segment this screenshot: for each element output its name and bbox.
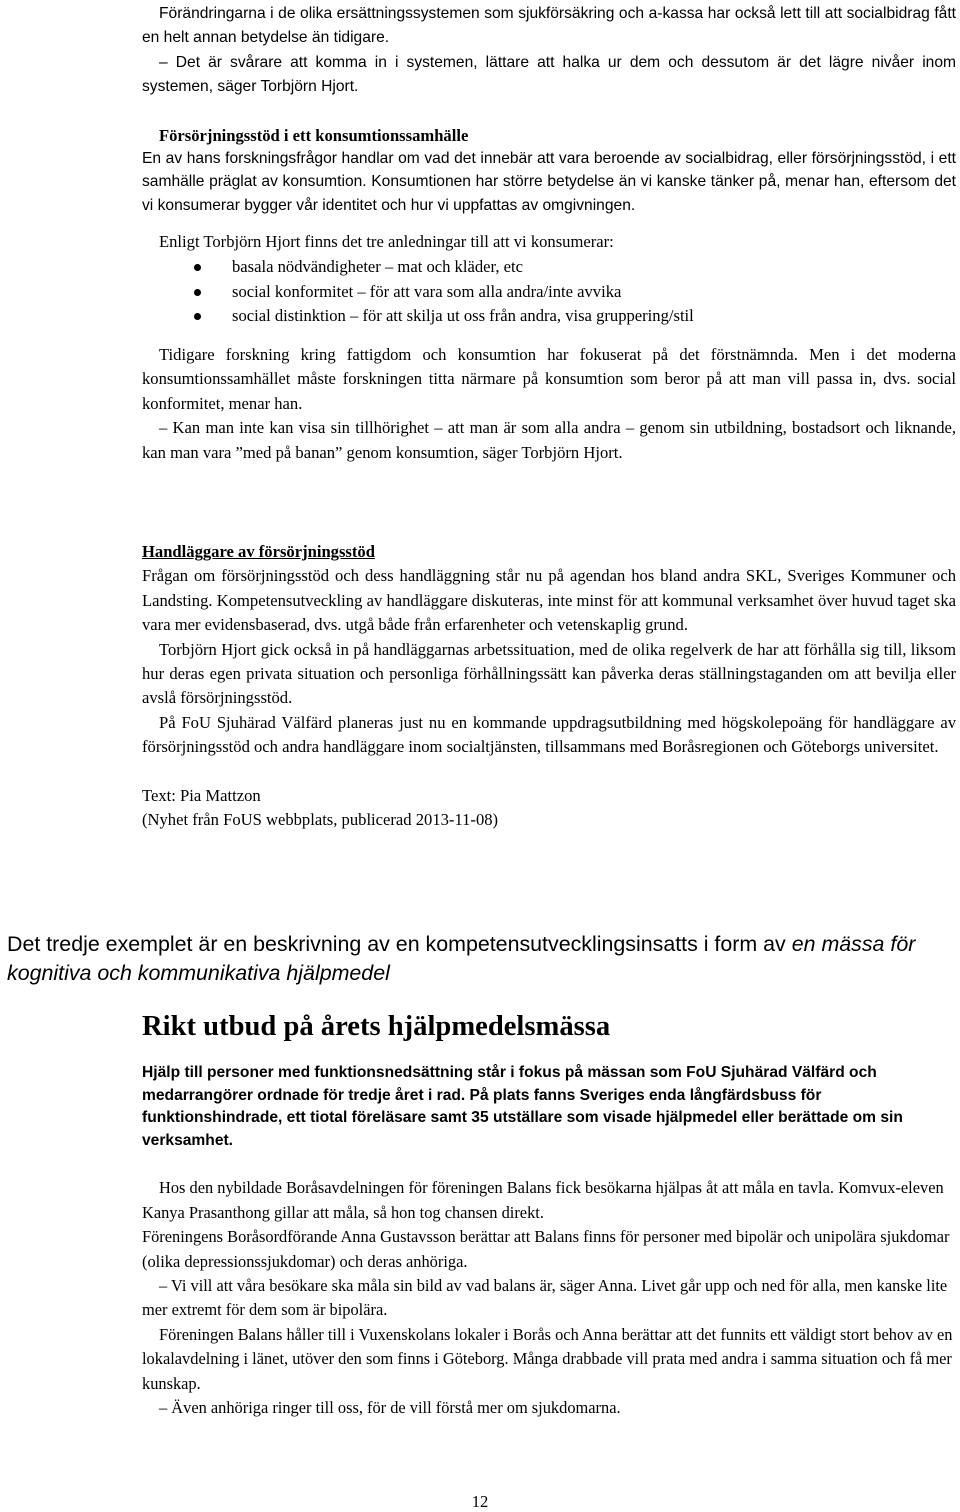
article <box>142 1010 956 1420</box>
paragraph: Torbjörn Hjort gick också in på handläggarnas arbetssituation, med de olika regelverk de har att förhålla sig till, liksom hur deras egen privata situation och personliga förhållningssätt kan påverka deras ställningstaganden om att bevilja eller avslå försörjningsstöd. <box>142 639 956 708</box>
paragraph: Föreningen Balans håller till i Vuxenskolans lokaler i Borås och Anna berättar att det funnits ett väldigt stort behov av en lokalavdelning i länet, utöver den som finns i Göteborg. Många drabbade vill prata med andra i samma situation och få mer kunskap. <box>142 1324 953 1393</box>
list-item: social distinktion – för att skilja ut oss från andra, visa gruppering/stil <box>142 304 956 329</box>
article-lead: Hjälp till personer med funktionsnedsättning står i fokus på mässan som FoU Sjuhärad Välfärd och medarrangörer ordnade för tredje året i rad. På plats fanns Sveriges enda långfärdsbuss för funktionshindrade, ett tiotal föreläsare samt 35 utställare som visade hjälpmedel eller berättade om sin verksamhet. <box>142 1064 903 1149</box>
example-intro <box>7 930 952 987</box>
section-heading: Försörjningsstöd i ett konsumtionssamhälle <box>159 125 469 145</box>
paragraph: Hos den nybildade Boråsavdelningen för föreningen Balans fick besökarna hjälpas åt att måla en tavla. Komvux-eleven Kanya Prasanthong gillar att måla, så hon tog chansen direkt. <box>142 1178 944 1222</box>
section-heading: Handläggare av försörjningsstöd <box>142 542 375 561</box>
list-item: basala nödvändigheter – mat och kläder, etc <box>142 255 956 280</box>
list-item: social konformitet – för att vara som alla andra/inte avvika <box>142 280 956 305</box>
quote-paragraph: – Även anhöriga ringer till oss, för de vill förstå mer om sjukdomarna. <box>159 1398 621 1418</box>
author-credit: Text: Pia Mattzon <box>142 785 261 805</box>
source-credit: (Nyhet från FoUS webbplats, publicerad 2013-11-08) <box>142 810 499 830</box>
bullet-icon <box>194 313 201 320</box>
quote-paragraph: – Vi vill att våra besökare ska måla sin bild av vad balans är, säger Anna. Livet går upp och ned för alla, men kanske lite mer extremt för dem som är bipolära. <box>142 1276 948 1320</box>
paragraph: En av hans forskningsfrågor handlar om vad det innebär att vara beroende av socialbidrag, eller försörjningsstöd, i ett samhälle präglat av konsumtion. Konsumtionen har större betydelse än vi kanske tänker på, menar han, eftersom det vi konsumerar bygger vår identitet och hur vi uppfattas av omgivningen. <box>142 149 956 214</box>
quote-paragraph: – Kan man inte kan visa sin tillhörighet – att man är som alla andra – genom sin utbildning, bostadsort och liknande, kan man vara ”med på banan” genom konsumtion, säger Torbjörn Hjort. <box>142 418 956 462</box>
section-consumption <box>142 2 956 465</box>
article-title: Rikt utbud på årets hjälpmedelsmässa <box>142 1011 611 1042</box>
paragraph: På FoU Sjuhärad Välfärd planeras just nu en kommande uppdragsutbildning med högskolepoäng för handläggare av försörjningsstöd och andra handläggare inom socialtjänsten, tillsammans med Boråsregionen och Göteborgs universitet. <box>142 712 956 757</box>
paragraph: Tidigare forskning kring fattigdom och konsumtion har fokuserat på det förstnämnda. Men i det moderna konsumtionssamhället måste forskningen titta närmare på konsumtion som beror på att man vill passa in, dvs. social konformitet, menar han. <box>142 344 956 413</box>
page-number: 12 <box>471 1492 489 1511</box>
paragraph: Enligt Torbjörn Hjort finns det tre anledningar till att vi konsumerar: <box>159 232 614 252</box>
intro-text: Det tredje exemplet är en beskrivning av en kompetensutvecklingsinsatts i form av <box>7 932 792 956</box>
paragraph: Föreningens Boråsordförande Anna Gustavsson berättar att Balans finns för personer med bipolär och unipolära sjukdomar (olika depressionssjukdomar) och deras anhöriga. <box>142 1227 950 1271</box>
reasons-list <box>142 255 956 329</box>
paragraph: Frågan om försörjningsstöd och dess handläggning står nu på agendan hos bland andra SKL, Sveriges Kommuner och Landsting. Kompetensutveckling av handläggare diskuteras, inte minst för att kommunal verksamhet över huvud taget ska vara mer evidensbaserad, dvs. utgå både från erfarenheter och vetenskaplig grund. <box>142 566 956 635</box>
bullet-icon <box>194 289 201 296</box>
section-caseworkers <box>142 540 956 832</box>
quote-paragraph: – Det är svårare att komma in i systemen, lättare att halka ur dem och dessutom är det lägre nivåer inom systemen, säger Torbjörn Hjort. <box>142 53 956 96</box>
paragraph: Förändringarna i de olika ersättningssystemen som sjukförsäkring och a-kassa har också lett till att socialbidrag fått en helt annan betydelse än tidigare. <box>142 5 956 47</box>
intro-italic: en mässa för kognitiva och kommunikativa hjälpmedel <box>7 932 916 985</box>
bullet-icon <box>194 264 201 271</box>
